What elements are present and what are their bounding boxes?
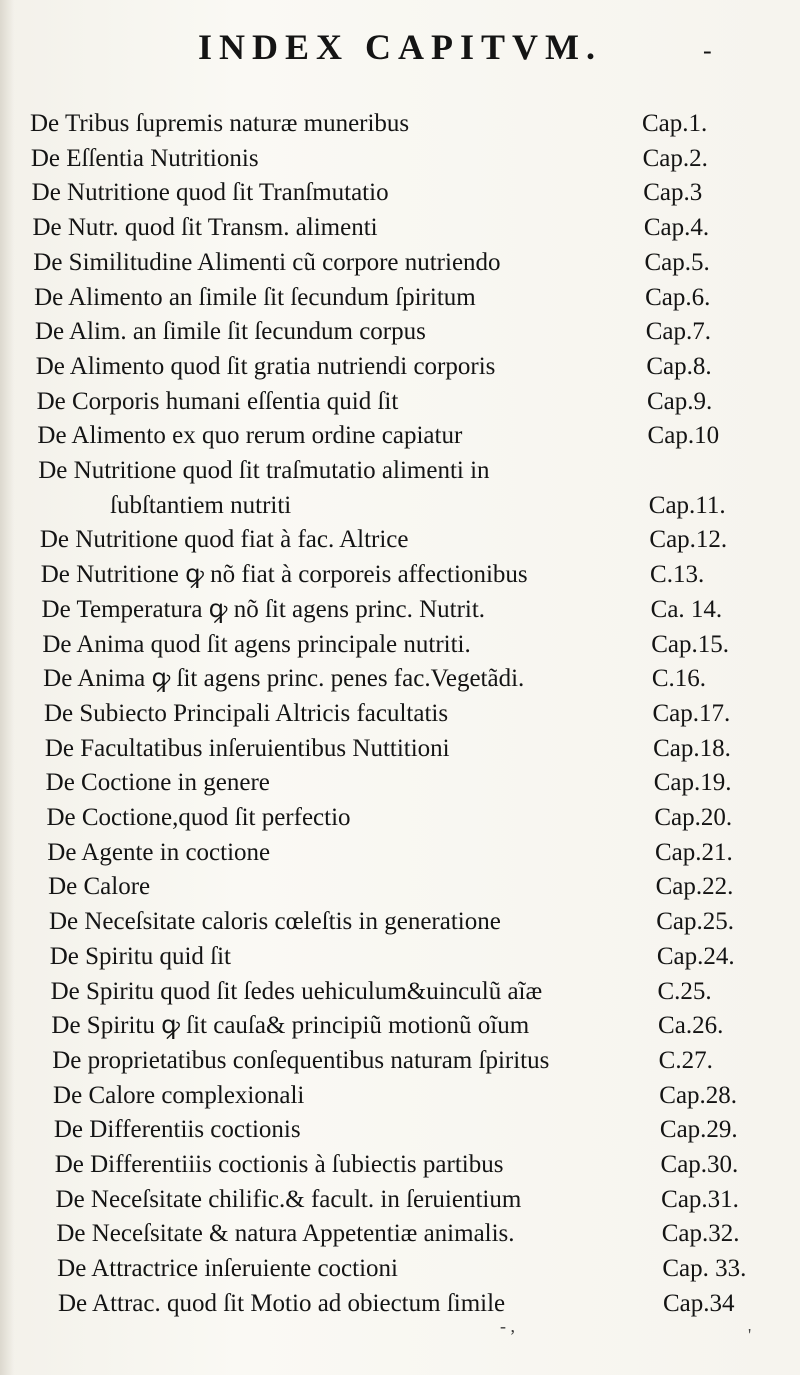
list-item xyxy=(0,628,800,662)
chapter-title: De Coctione in genere xyxy=(45,769,270,797)
chapter-title: De Anima quod ſit agens principale nutriti. xyxy=(42,630,471,658)
chapter-title: De Spiritu ꝙ ſit cauſa& principiũ motionũ oĩum xyxy=(51,1012,530,1040)
chapter-number: Cap.25. xyxy=(656,908,734,936)
chapter-number: Cap.15. xyxy=(651,630,730,658)
page-title: INDEX CAPITVM. xyxy=(198,27,602,67)
chapter-number: Cap.34 xyxy=(663,1289,735,1317)
chapter-title: De proprietatibus conſequentibus naturam ſpiritus xyxy=(52,1046,550,1074)
list-item xyxy=(0,1183,800,1217)
chapter-number: Cap.24. xyxy=(656,942,735,970)
chapter-title: De Differentiis coctionis xyxy=(53,1116,301,1144)
chapter-number: C.27. xyxy=(658,1046,713,1074)
list-item xyxy=(0,350,800,384)
chapter-number: Cap.1. xyxy=(642,110,708,137)
chapter-title: De Nutr. quod ſit Transm. alimenti xyxy=(32,214,378,242)
list-item xyxy=(0,1148,800,1182)
chapter-title: De Differentiiis coctionis à ſubiectis partibus xyxy=(54,1151,504,1178)
chapter-number: Cap.3 xyxy=(643,179,703,207)
list-item xyxy=(0,454,800,488)
chapter-number: Cap.5. xyxy=(644,248,710,276)
list-item xyxy=(0,593,800,627)
chapter-title: De Subiecto Principali Altricis facultatis xyxy=(44,699,449,727)
chapter-title: De Spiritu quid ſit xyxy=(49,942,231,970)
list-item xyxy=(0,697,800,731)
list-item xyxy=(0,107,800,141)
chapter-number: Cap.20. xyxy=(654,804,733,831)
list-item xyxy=(0,975,800,1009)
chapter-title: De Anima ꝙ ſit agens princ. penes fac.Vegetãdi. xyxy=(43,665,525,693)
chapter-number: Cap.31. xyxy=(661,1185,739,1213)
chapter-title: De Nutritione ꝙ nõ fiat à corporeis affectionibus xyxy=(40,561,528,589)
chapter-title: De Spiritu quod ſit ſedes uehiculum&uinculũ aĩæ xyxy=(50,977,543,1005)
chapter-number: Cap.9. xyxy=(646,387,713,415)
chapter-number: Cap.29. xyxy=(659,1116,738,1144)
chapter-number: C.13. xyxy=(650,561,705,589)
chapter-title: De Alimento an ſimile ſit ſecundum ſpiritum xyxy=(34,283,476,311)
chapter-number: Cap.6. xyxy=(645,283,711,311)
chapter-number: Cap.19. xyxy=(653,769,732,797)
chapter-title: De Attractrice inſeruiente coctioni xyxy=(57,1255,398,1283)
chapter-number: Cap.4. xyxy=(643,214,710,242)
list-item xyxy=(0,801,800,835)
chapter-number: Cap.11. xyxy=(648,491,726,519)
chapter-title: De Coctione,quod ſit perfectio xyxy=(46,804,351,831)
chapter-title: De Corporis humani eſſentia quid ſit xyxy=(36,387,399,415)
chapter-title: De Neceſsitate caloris cœleſtis in generatione xyxy=(48,908,501,936)
chapter-title: De Nutritione quod ſit traſmutatio alimenti in xyxy=(38,457,490,484)
title-dash-mark: - xyxy=(703,36,712,65)
chapter-title: De Alimento ex quo rerum ordine capiatur xyxy=(37,422,463,450)
chapter-title: De Calore xyxy=(48,873,151,901)
chapter-title: De Similitudine Alimenti cũ corpore nutriendo xyxy=(33,248,501,276)
list-item xyxy=(0,732,800,766)
list-item xyxy=(0,281,800,315)
chapter-title: De Eſſentia Nutritionis xyxy=(30,144,259,172)
list-item xyxy=(0,315,800,349)
chapter-title: ſubſtantiem nutriti xyxy=(110,491,292,519)
chapter-title: De Neceſsitate & natura Appetentiæ animalis. xyxy=(56,1220,515,1248)
chapter-number: Ca. 14. xyxy=(650,595,723,623)
list-item xyxy=(0,1287,800,1321)
chapter-title: De Alim. an ſimile ſit ſecundum corpus xyxy=(34,318,426,346)
chapter-title: De Nutritione quod ſit Tranſmutatio xyxy=(31,179,389,207)
chapter-number: Cap.18. xyxy=(653,734,731,762)
list-item xyxy=(0,1252,800,1286)
footer-mark: - , xyxy=(500,1316,515,1336)
chapter-title: De Neceſsitate chilific.& facult. in ſeruientium xyxy=(55,1185,522,1213)
chapter-number: Cap.8. xyxy=(646,352,712,380)
chapter-number: Cap.2. xyxy=(642,144,708,172)
list-item xyxy=(0,246,800,280)
list-item xyxy=(0,905,800,939)
chapter-title: De Temperatura ꝙ nõ ſit agens princ. Nutrit. xyxy=(41,595,486,623)
chapter-number: C.25. xyxy=(657,977,712,1005)
list-item xyxy=(0,558,800,592)
chapter-title: De Alimento quod ſit gratia nutriendi corporis xyxy=(35,352,496,380)
list-item xyxy=(0,1113,800,1147)
list-item xyxy=(0,1217,800,1251)
list-item xyxy=(0,1009,800,1043)
chapter-number: Cap.12. xyxy=(649,526,728,554)
chapter-number: Cap.7. xyxy=(645,318,711,346)
list-item xyxy=(0,766,800,800)
list-item xyxy=(0,870,800,904)
list-item xyxy=(0,385,800,419)
list-item xyxy=(0,940,800,974)
list-item xyxy=(0,142,800,176)
corner-mark: ' xyxy=(748,1325,752,1345)
list-item xyxy=(0,1044,800,1078)
chapter-number: Cap.10 xyxy=(647,422,720,450)
chapter-title: De Agente in coctione xyxy=(47,838,271,866)
chapter-number: Cap.30. xyxy=(660,1151,739,1178)
list-item xyxy=(0,836,800,870)
list-item xyxy=(0,662,800,696)
chapter-number: Cap. 33. xyxy=(662,1255,747,1283)
chapter-title: De Attrac. quod ſit Motio ad obiectum ſimile xyxy=(58,1289,506,1317)
chapter-number: Cap.28. xyxy=(659,1081,738,1109)
chapter-title: De Nutritione quod fiat à fac. Altrice xyxy=(39,526,409,554)
list-item xyxy=(0,1079,800,1113)
list-item xyxy=(0,211,800,245)
chapter-title: De Calore complexionali xyxy=(53,1081,305,1109)
list-item xyxy=(0,489,800,523)
list-item xyxy=(0,419,800,453)
chapter-title: De Facultatibus inſeruientibus Nuttitioni xyxy=(44,734,450,762)
chapter-title: De Tribus ſupremis naturæ muneribus xyxy=(30,110,410,137)
chapter-number: Cap.32. xyxy=(661,1220,740,1248)
chapter-number: C.16. xyxy=(651,665,707,693)
chapter-number: Cap.21. xyxy=(654,838,733,866)
chapter-number: Ca.26. xyxy=(658,1012,724,1040)
chapter-number: Cap.22. xyxy=(655,873,734,901)
list-item xyxy=(0,176,800,210)
list-item xyxy=(0,523,800,557)
chapter-number: Cap.17. xyxy=(652,699,731,727)
